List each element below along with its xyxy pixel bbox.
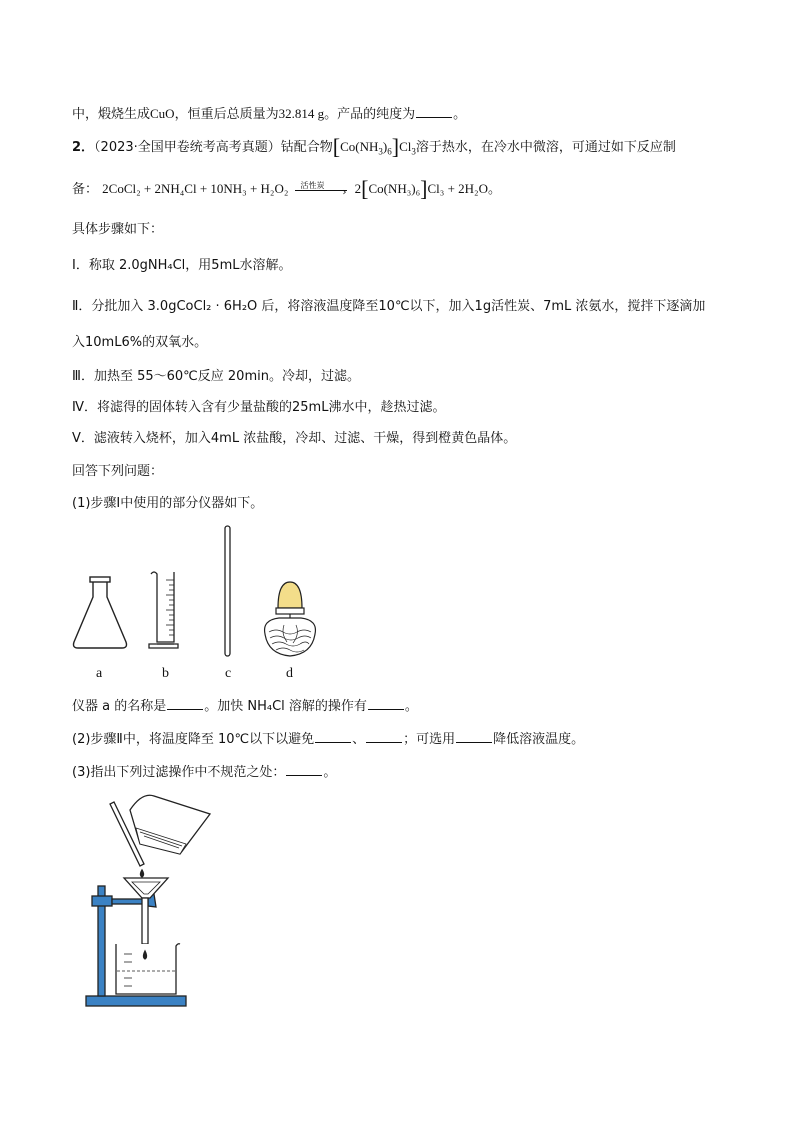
line-previous-question-end: 中，煅烧生成CuO，恒重后总质量为32.814 g。产品的纯度为 。: [72, 106, 467, 122]
equation-products: Cl₃ + 2H₂O: [427, 181, 488, 196]
complex-formula: $Co(NH_3)_6$: [340, 139, 392, 157]
step-2-line-2: 入10mL6%的双氧水。: [72, 335, 208, 350]
label-c: c: [225, 666, 232, 681]
step-3: Ⅲ．加热至 55～60℃反应 20min。冷却，过滤。: [72, 369, 360, 384]
conical-flask-icon: [74, 577, 127, 648]
answer-blank: [315, 729, 351, 743]
sub-question-3: (3)指出下列过滤操作中不规范之处： 。: [72, 762, 336, 782]
apparatus-figure: [66, 522, 346, 667]
equation-product-complex: Co(NH₃)₆: [368, 181, 421, 196]
cuo-formula: CuO: [150, 106, 175, 121]
answer-blank: [366, 729, 402, 743]
label-d: d: [286, 666, 293, 681]
label-b: b: [162, 666, 169, 681]
question-source: （2023·全国甲卷统考高考真题）: [94, 140, 281, 155]
answer-blank: [456, 729, 492, 743]
catalyst-arrow: 活性炭 ›: [293, 183, 351, 197]
reaction-equation: 备： 2CoCl₂ + 2NH₄Cl + 10NH₃ + H₂O₂ 活性炭 › 2[Co(NH₃)₆]Cl₃ + 2H₂O。: [72, 176, 501, 201]
mass-value: 32.814 g: [278, 106, 325, 121]
filtration-figure: [80, 786, 220, 1012]
equation-reactants: 2CoCl₂ + 2NH₄Cl + 10NH₃ + H₂O₂: [102, 181, 289, 196]
answer-blank: [368, 696, 404, 710]
alcohol-lamp-icon: [265, 582, 316, 656]
sub-question-2: (2)步骤Ⅱ中，将温度降至 10℃以下以避免 、 ；可选用 降低溶液温度。: [72, 729, 584, 749]
question-number: 2．: [72, 140, 95, 155]
q1-answer-line: 仪器 a 的名称是 。加快 NH₄Cl 溶解的操作有 。: [72, 696, 418, 716]
glass-rod-icon: [225, 526, 230, 656]
step-2-line-1: Ⅱ．分批加入 3.0gCoCl₂ · 6H₂O 后，将溶液温度降至10℃以下，加入1g活性炭、7mL 浓氨水，搅拌下逐滴加: [72, 299, 706, 314]
measuring-cylinder-icon: [149, 572, 178, 648]
catalyst-label: 活性炭: [300, 180, 325, 190]
step-4: Ⅳ．将滤得的固体转入含有少量盐酸的25mL沸水中，趁热过滤。: [72, 400, 446, 415]
answer-blank: [416, 104, 452, 118]
answer-blank: [286, 762, 322, 776]
step-1: Ⅰ．称取 2.0gNH₄Cl，用5mL水溶解。: [72, 258, 292, 273]
sub-question-1: (1)步骤Ⅰ中使用的部分仪器如下。: [72, 496, 264, 511]
answer-intro: 回答下列问题：: [72, 464, 164, 479]
label-a: a: [96, 666, 103, 681]
steps-intro: 具体步骤如下：: [72, 222, 164, 237]
question-2-header: 2．（2023·全国甲卷统考高考真题）钴配合物$[Co(NH_3)_6]Cl_3$溶于热水，在冷水中微溶，可通过如下反应制: [72, 134, 676, 159]
step-5: Ⅴ．滤液转入烧杯，加入4mL 浓盐酸，冷却、过滤、干燥，得到橙黄色晶体。: [72, 431, 517, 446]
answer-blank: [167, 696, 203, 710]
